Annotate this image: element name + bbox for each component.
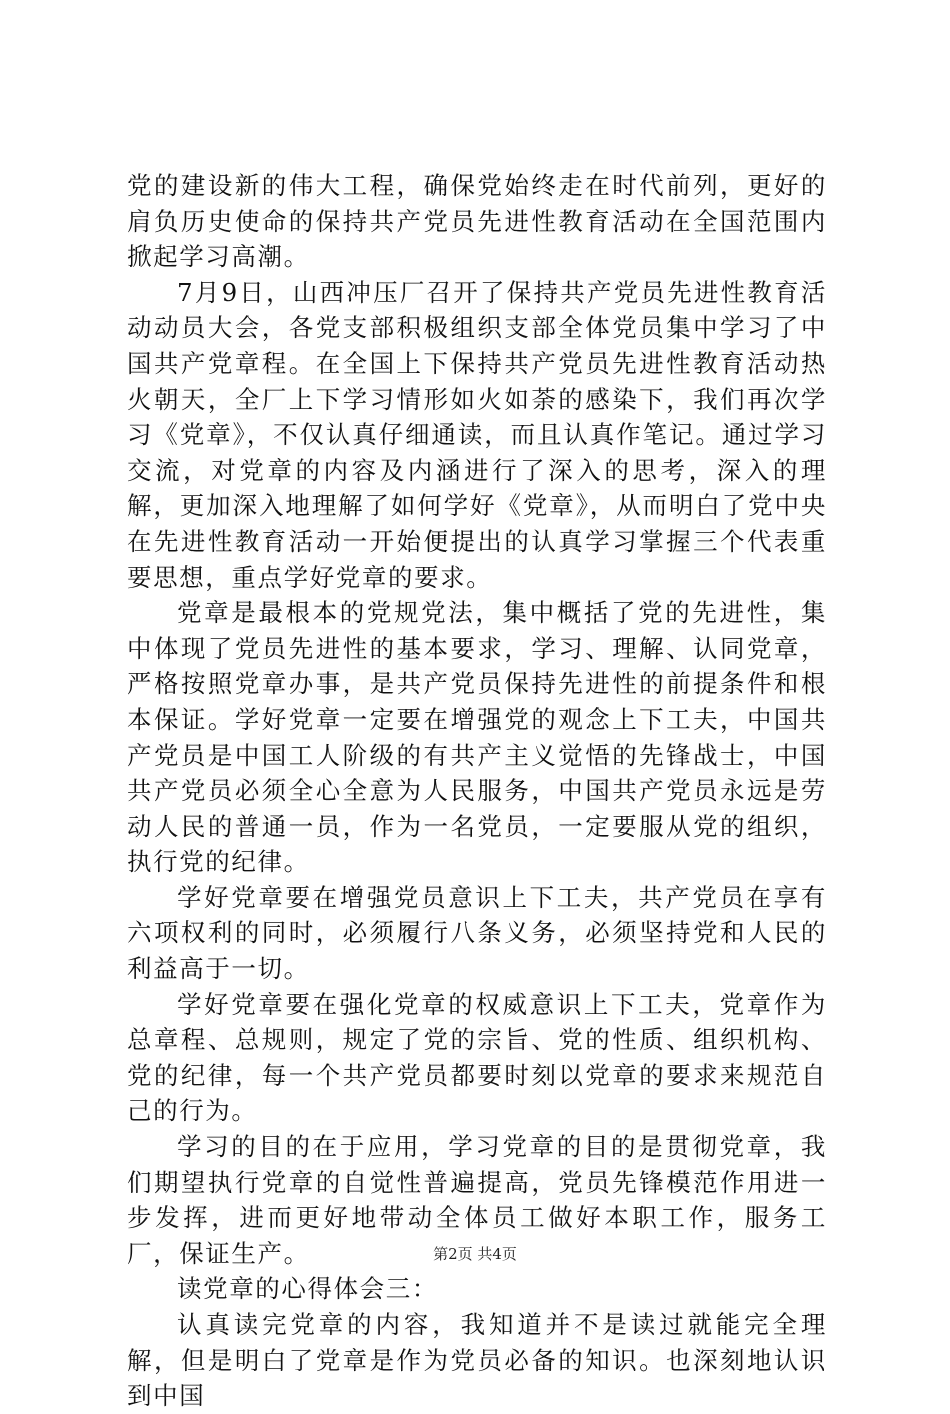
paragraph-3: 党章是最根本的党规党法，集中概括了党的先进性，集中体现了党员先进性的基本要求，学习、理解、认同党章，严格按照党章办事，是共产党员保持先进性的前提条件和根本保证。学好党章一定要在增强党的观念上下工夫，中国共产党员是中国工人阶级的有共产主义觉悟的先锋战士，中国共产党员必须全心全意为人民服务，中国共产党员永远是劳动人民的普通一员，作为一名党员，一定要服从党的组织，执行党的纪律。 xyxy=(127,598,827,877)
section-heading: 读党章的心得体会三： xyxy=(177,1274,438,1304)
page-number-footer: 第2页 共4页 xyxy=(433,1245,517,1263)
paragraph-7: 认真读完党章的内容，我知道并不是读过就能完全理解，但是明白了党章是作为党员必备的知识。也深刻地认识到中国 xyxy=(127,1310,827,1411)
paragraph-1: 党的建设新的伟大工程，确保党始终走在时代前列，更好的肩负历史使命的保持共产党员先进性教育活动在全国范围内掀起学习高潮。 xyxy=(127,171,827,272)
paragraph-5: 学好党章要在强化党章的权威意识上下工夫，党章作为总章程、总规则，规定了党的宗旨、党的性质、组织机构、党的纪律，每一个共产党员都要时刻以党章的要求来规范自己的行为。 xyxy=(127,989,827,1126)
document-body xyxy=(127,168,827,1414)
paragraph-6: 学习的目的在于应用，学习党章的目的是贯彻党章，我们期望执行党章的自觉性普遍提高，党员先锋模范作用进一步发挥，进而更好地带动全体员工做好本职工作，服务工厂，保证生产。 xyxy=(127,1132,827,1268)
paragraph-4: 学好党章要在增强党员意识上下工夫，共产党员在享有六项权利的同时，必须履行八条义务，必须坚持党和人民的利益高于一切。 xyxy=(127,882,827,984)
paragraph-2: 7月9日，山西冲压厂召开了保持共产党员先进性教育活动动员大会，各党支部积极组织支部全体党员集中学习了中国共产党章程。在全国上下保持共产党员先进性教育活动热火朝天，全厂上下学习情形如火如荼的感染下，我们再次学习《党章》，不仅认真仔细通读，而且认真作笔记。通过学习交流，对党章的内容及内涵进行了深入的思考，深入的理解，更加深入地理解了如何学好《党章》，从而明白了党中央在先进性教育活动一开始便提出的认真学习掌握三个代表重要思想，重点学好党章的要求。 xyxy=(127,277,827,592)
